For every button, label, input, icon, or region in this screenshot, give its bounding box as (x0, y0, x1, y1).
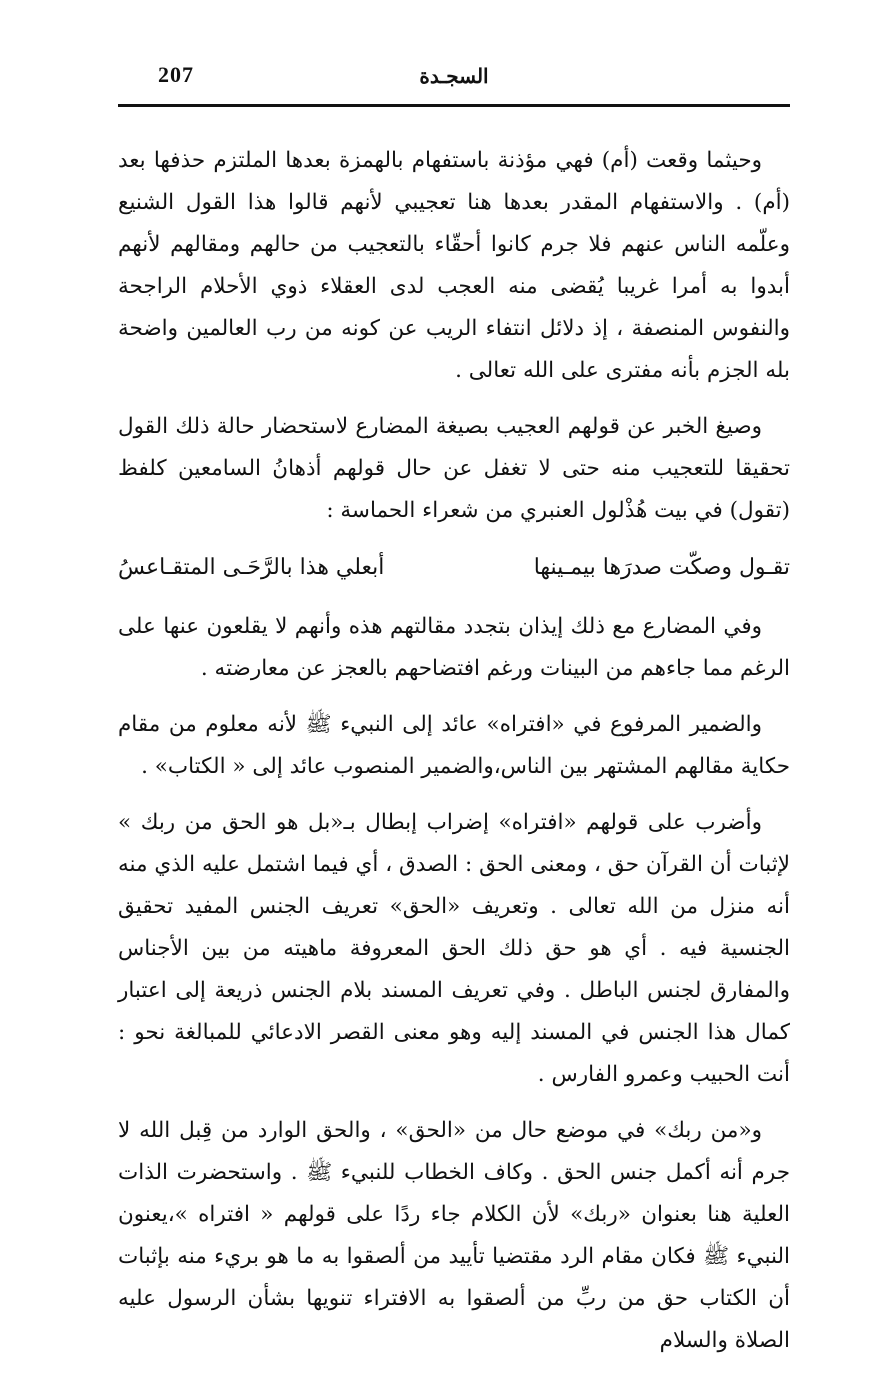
page-body (118, 140, 790, 1376)
page-header (118, 56, 790, 107)
paragraph: و«من ربك» في موضع حال من «الحق» ، والحق الوارد من قِبل الله لا جرم أنه أكمل جنس الحق . وكاف الخطاب للنبيء ﷺ . واستحضرت الذات العلية هنا بعنوان «ربك» لأن الكلام جاء ردًا على قولهم « افتراه »،يعنون النبيء ﷺ فكان مقام الرد مقتضيا تأييد من ألصقوا به ما هو بريء منه بإثبات أن الكتاب حق من ربِّ من ألصقوا به الافتراء تنويها بشأن الرسول عليه الصلاة والسلام (118, 1118, 790, 1353)
page-number: 207 (158, 62, 194, 87)
paragraph: وصيغ الخبر عن قولهم العجيب بصيغة المضارع لاستحضار حالة ذلك القول تحقيقا للتعجيب منه حتى لا تغفل عن حال قولهم أذهانُ السامعين كلفظ (تقول) في بيت هُذْلول العنبري من شعراء الحماسة : (118, 414, 790, 523)
paragraph: وحيثما وقعت (أم) فهي مؤذنة باستفهام بالهمزة بعدها الملتزم حذفها بعد (أم) . والاستفهام المقدر بعدها هنا تعجيبي لأنهم قالوا هذا القول الشنيع وعلّمه الناس عنهم فلا جرم كانوا أحقّاء بالتعجيب من حالهم ومقالهم لأنهم أبدوا به أمرا غريبا يُقضى منه العجب لدى العقلاء ذوي الأحلام الراجحة والنفوس المنصفة ، إذ دلائل انتفاء الريب عن كونه من رب العالمين واضحة بله الجزم بأنه مفترى على الله تعالى . (118, 148, 790, 383)
poetry-verse (118, 546, 790, 590)
paragraph: والضمير المرفوع في «افتراه» عائد إلى النبيء ﷺ لأنه معلوم من مقام حكاية مقالهم المشتهر بين الناس،والضمير المنصوب عائد إلى « الكتاب» . (118, 712, 790, 779)
verse-second-hemistich: أبعلي هذا بالرَّحَـى المتقـاعسُ (118, 555, 385, 580)
running-title: السجـدة (419, 64, 489, 88)
paragraph: وفي المضارع مع ذلك إيذان بتجدد مقالتهم هذه وأنهم لا يقلعون عنها على الرغم مما جاءهم من البينات ورغم افتضاحهم بالعجز عن معارضته . (118, 614, 790, 681)
verse-first-hemistich: تقـول وصكّت صدرَها بيمـينها (533, 555, 790, 580)
paragraph: وأضرب على قولهم «افتراه» إضراب إبطال بـ«بل هو الحق من ربك » لإثبات أن القرآن حق ، ومعنى الحق : الصدق ، أي فيما اشتمل عليه الذي منه أنه منزل من الله تعالى . وتعريف «الحق» تعريف الجنس المفيد تحقيق الجنسية فيه . أي هو حق ذلك الحق المعروفة ماهيته من بين الأجناس والمفارق لجنس الباطل . وفي تعريف المسند بلام الجنس ذريعة إلى اعتبار كمال هذا الجنس في المسند إليه وهو معنى القصر الادعائي للمبالغة نحو : أنت الحبيب وعمرو الفارس . (118, 810, 790, 1087)
